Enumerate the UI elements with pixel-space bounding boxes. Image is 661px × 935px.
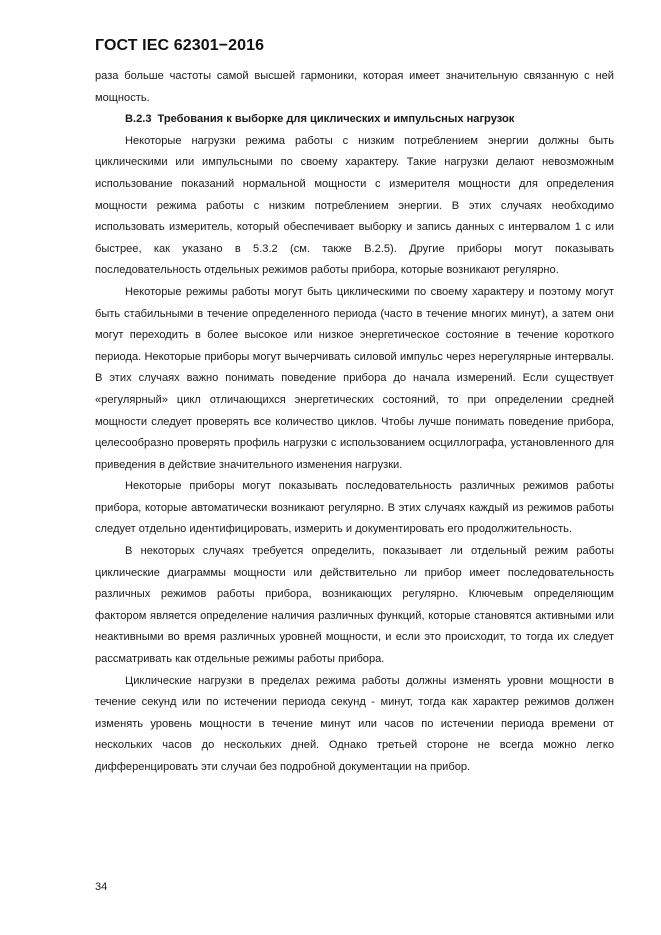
section-heading: [95, 109, 614, 131]
paragraph: Циклические нагрузки в пределах режима работы должны изменять уровни мощности в течение секунд или по истечении периода секунд - минут, тогда как характер режимов должен изменять уровень мощности в течение минут или часов по истечении периода времени от нескольких часов до нескольких дней. Однако третьей стороне не всегда можно легко дифференцировать эти случаи без подробной документации на прибор.: [95, 674, 614, 773]
paragraph: Некоторые приборы могут показывать последовательность различных режимов работы прибора, которые автоматически возникают регулярно. В этих случаях каждый из режимов работы следует отдельно идентифицировать, измерить и документировать его продолжительность.: [95, 480, 614, 536]
document-header: ГОСТ IEC 62301−2016: [95, 37, 265, 54]
paragraph: Некоторые режимы работы могут быть циклическими по своему характеру и поэтому могут быть стабильными в течение определенного периода (часто в течение многих минут), а затем они могут переходить в более высокое или низкое энергетическое состояние в течение короткого периода. Некоторые приборы могут вычерчивать силовой импульс через нерегулярные интервалы. В этих случаях важно понимать поведение прибора до начала измерений. Если существует «регулярный» цикл отличающихся энергетических состояний, то при определении средней мощности следует проверять все количество циклов. Чтобы лучше понимать поведение прибора, целесообразно проверять профиль нагрузки с использованием осциллографа, установленного для приведения в действие значительного изменения нагрузки.: [95, 285, 614, 471]
paragraph: Некоторые нагрузки режима работы с низким потреблением энергии должны быть циклическими или импульсными по своему характеру. Такие нагрузки делают невозможным использование показаний нормальной мощности с измерителя мощности для определения мощности режима работы с низким потреблением энергии. В этих случаях необходимо использовать измеритель, который обеспечивает выборку и запись данных с интервалом 1 с или быстрее, как указано в 5.3.2 (см. также В.2.5). Другие приборы могут показывать последовательность отдельных режимов работы прибора, которые возникают регулярно.: [95, 134, 614, 277]
section-number: B.2.3: [125, 113, 152, 126]
continuation-paragraph: раза больше частоты самой высшей гармоники, которая имеет значительную связанную с ней мощность.: [95, 70, 614, 104]
section-title: Требования к выборке для циклических и импульсных нагрузок: [157, 113, 515, 126]
paragraph: В некоторых случаях требуется определить, показывает ли отдельный режим работы циклические диаграммы мощности или действительно ли прибор имеет последовательность различных режимов работы прибора, возникающих регулярно. Ключевым определяющим фактором является определение наличия различных функций, которые становятся активными или неактивными во время различных уровней мощности, и если это происходит, то тогда их следует рассматривать как отдельные режимы работы прибора.: [95, 545, 614, 666]
page-number: 34: [95, 881, 108, 893]
document-body: [95, 66, 614, 779]
